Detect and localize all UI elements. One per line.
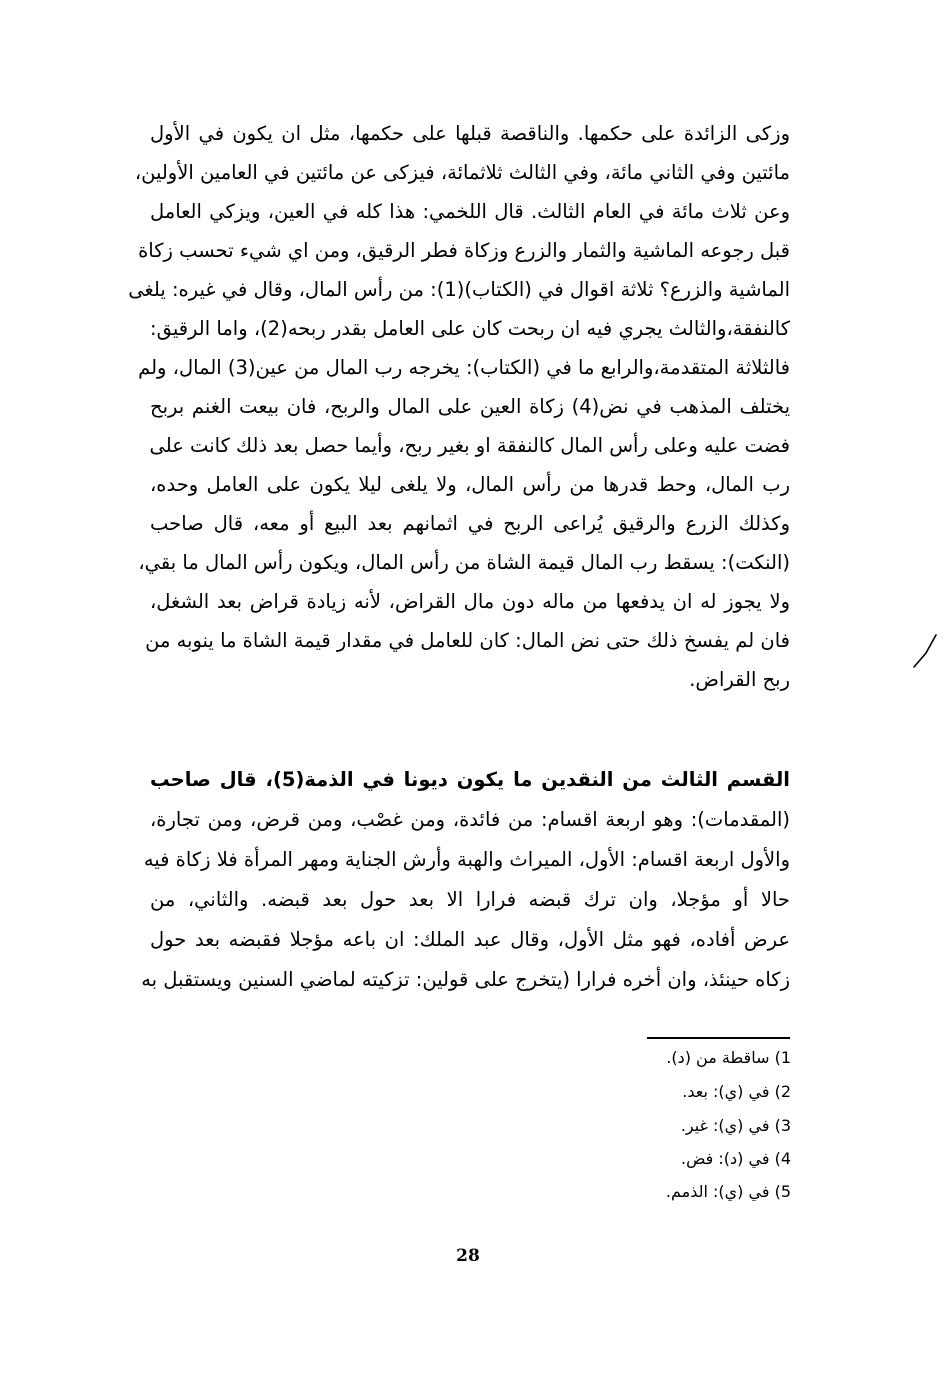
footnote: 4) في (د): فض.: [680, 1149, 791, 1168]
text-line: ربح القراض.: [689, 668, 790, 691]
text-line: كالنفقة،والثالث يجري فيه ان ربحت كان على العامل بقدر ربحه(2)، واما الرقيق:: [150, 317, 790, 340]
text-line: عرض أفاده، فهو مثل الأول، وقال عبد الملك: ان باعه مؤجلا فقبضه بعد حول: [150, 928, 790, 951]
text-line: والأول اربعة اقسام: الأول، الميراث والهبة وأرش الجناية ومهر المرأة فلا زكاة فيه: [143, 848, 790, 871]
text-line: قبل رجوعه الماشية والثمار والزرع وزكاة فطر الرقيق، ومن اي شيء تحسب زكاة: [138, 239, 790, 262]
text-line: وزكى الزائدة على حكمها. والناقصة قبلها على حكمها، مثل ان يكون في الأول: [150, 122, 790, 145]
text-line: (المقدمات): وهو اربعة اقسام: من فائدة، ومن غصْب، ومن قرض، ومن تجارة،: [150, 808, 790, 831]
text-line: ولا يجوز له ان يدفعها من ماله دون مال القراض، لأنه زيادة قراض بعد الشغل،: [150, 590, 790, 613]
text-line: مائتين وفي الثاني مائة، وفي الثالث ثلاثمائة، فيزكى عن مائتين في العامين الأولين،: [134, 161, 790, 184]
footnote: 3) في (ي): غير.: [680, 1116, 791, 1135]
text-line: (النكت): يسقط رب المال قيمة الشاة من رأس المال، ويكون رأس المال ما بقي،: [138, 551, 790, 574]
text-line: زكاه حينئذ، وان أخره فرارا (يتخرج على قولين: تزكيته لماضي السنين ويستقبل به: [141, 968, 790, 991]
page-number: 28: [456, 1246, 480, 1266]
footnote: 5) في (ي): الذمم.: [665, 1182, 791, 1201]
footnote-separator: [647, 1037, 790, 1039]
footnote: 2) في (ي): بعد.: [682, 1082, 791, 1101]
text-line: وعن ثلاث مائة في العام الثالث. قال اللخمي: هذا كله في العين، ويزكي العامل: [150, 200, 790, 223]
text-line: يختلف المذهب في نض(4) زكاة العين على المال والربح، فان بيعت الغنم بربح: [150, 395, 790, 418]
text-line: فالثلاثة المتقدمة،والرابع ما في (الكتاب): يخرجه رب المال من عين(3) المال، ولم: [138, 356, 790, 379]
text-line: رب المال، وحط قدرها من رأس المال، ولا يلغى ليلا يكون على العامل وحده،: [150, 473, 790, 496]
text-line: القسم الثالث من النقدين ما يكون ديونا في الذمة(5)، قال صاحب: [150, 768, 790, 791]
text-line: وكذلك الزرع والرقيق يُراعى الربح في اثمانهم بعد البيع أو معه، قال صاحب: [150, 512, 790, 535]
text-line: فان لم يفسخ ذلك حتى نض المال: كان للعامل في مقدار قيمة الشاة ما ينوبه من: [145, 629, 790, 652]
text-line: فضت عليه وعلى رأس المال كالنفقة او بغير ربح، وأيما حصل بعد ذلك كانت على: [149, 434, 790, 457]
text-line: حالا أو مؤجلا، وان ترك قبضه فرارا الا بعد حول بعد قبضه. والثاني، من: [150, 888, 790, 911]
footnote: 1) ساقطة من (د).: [666, 1048, 791, 1067]
text-line: الماشية والزرع؟ ثلاثة اقوال في (الكتاب)(1): من رأس المال، وقال في غيره: يلغى: [128, 278, 790, 301]
margin-pen-mark: [908, 633, 948, 673]
